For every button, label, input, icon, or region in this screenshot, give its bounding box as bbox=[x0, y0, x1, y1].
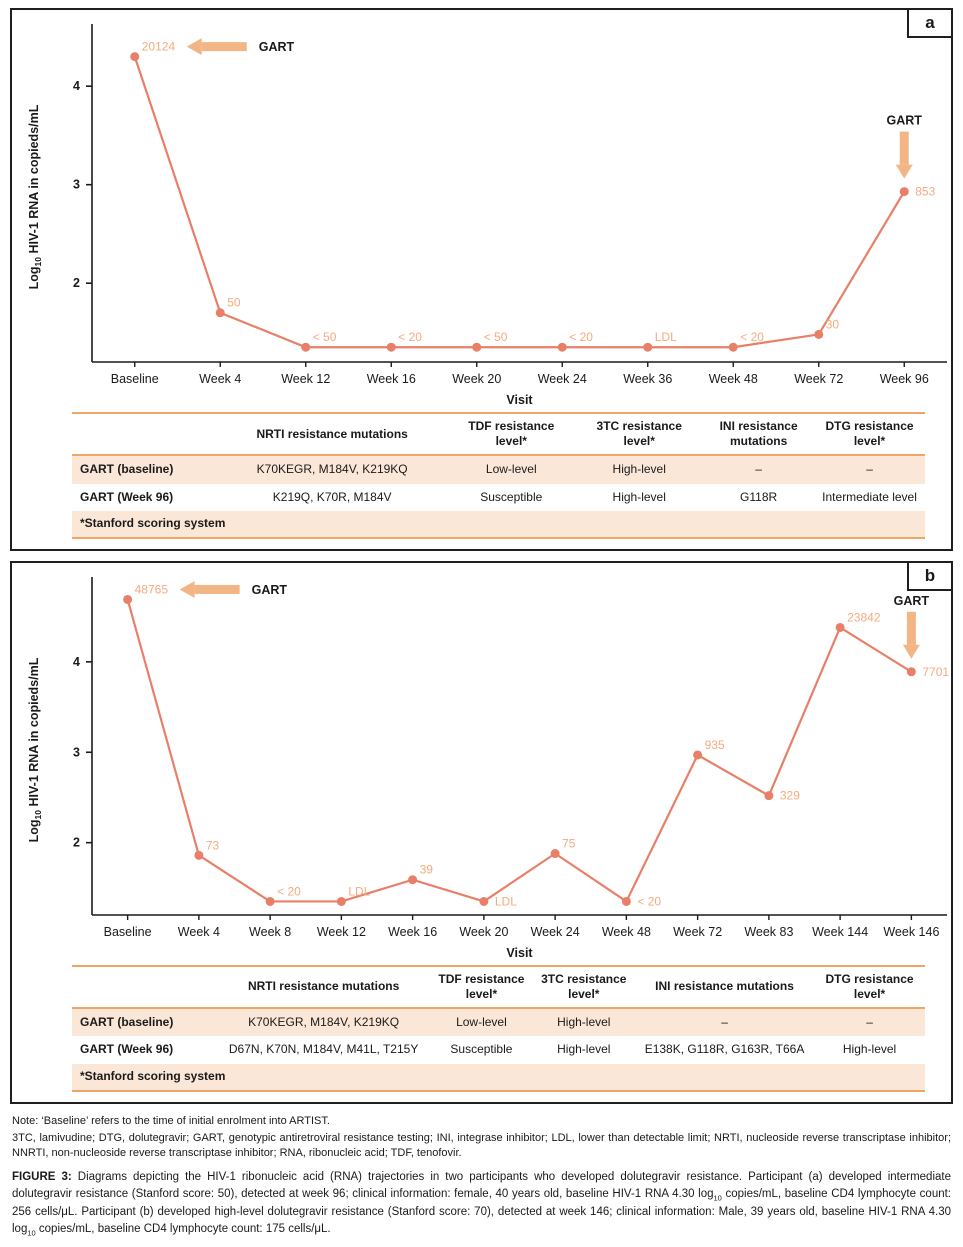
table-row bbox=[72, 1008, 925, 1037]
caption-text: copies/mL, baseline CD4 lymphocyte count: 175 cells/μL. bbox=[35, 1222, 331, 1235]
table-header-cell: DTG resistance level* bbox=[825, 419, 914, 448]
caption-text: copies/mL, baseline CD4 lymphocyte count: 256 cells/μL. Participant (b) developed high-level dolutegravir resistance (Stanford score: 70), detected at week 146; clinical information: Male, 39 years old, baseline HIV-1 RNA 4.30 log bbox=[12, 1187, 951, 1235]
point-label: < 20 bbox=[636, 894, 661, 909]
table-footnote-row bbox=[72, 511, 925, 538]
point-label: 39 bbox=[419, 862, 433, 877]
table-cell: GART (Week 96) bbox=[80, 489, 174, 504]
gart-annotation-label: GART bbox=[251, 582, 287, 597]
data-point bbox=[123, 595, 132, 604]
table-cell: – bbox=[755, 462, 762, 476]
data-point bbox=[301, 343, 310, 352]
table-cell: K70KEGR, M184V, K219KQ bbox=[248, 1014, 400, 1029]
x-tick-label: Week 144 bbox=[811, 924, 868, 939]
y-tick-label: 2 bbox=[72, 276, 80, 291]
table-header-cell: NRTI resistance mutations bbox=[247, 979, 400, 994]
x-tick-label: Week 72 bbox=[672, 924, 722, 939]
table-cell: High-level bbox=[557, 1014, 611, 1029]
data-point bbox=[906, 667, 915, 676]
point-label: 75 bbox=[561, 836, 575, 851]
x-tick-label: Week 20 bbox=[458, 924, 508, 939]
table-footnote: *Stanford scoring system bbox=[72, 511, 925, 538]
y-axis-title: Log$_{10}$ HIV-1 RNA in copieds/mL bbox=[26, 657, 43, 843]
table-cell: – bbox=[721, 1014, 728, 1029]
x-tick-label: Week 72 bbox=[793, 372, 843, 386]
x-tick-label: Week 83 bbox=[743, 924, 793, 939]
point-label: LDL bbox=[494, 894, 517, 909]
data-point bbox=[814, 330, 823, 339]
gart-annotation-label: GART bbox=[893, 593, 929, 608]
panel-b-label: b bbox=[907, 563, 951, 591]
x-tick-label: Week 48 bbox=[601, 924, 651, 939]
table-cell: – bbox=[866, 1014, 873, 1029]
panel-a-label: a bbox=[907, 10, 951, 38]
note-baseline: Note: ‘Baseline’ refers to the time of initial enrolment into ARTIST. bbox=[12, 1114, 330, 1127]
point-label: LDL bbox=[654, 330, 677, 345]
data-point bbox=[472, 343, 481, 352]
x-tick-label: Week 16 bbox=[387, 924, 437, 939]
data-point bbox=[130, 52, 139, 61]
data-point bbox=[215, 308, 224, 317]
table-header-cell: 3TC resistance level* bbox=[541, 971, 627, 1001]
table-row bbox=[72, 455, 925, 484]
table-header-cell: INI resistance mutations bbox=[719, 419, 798, 448]
data-point bbox=[386, 343, 395, 352]
point-label: LDL bbox=[347, 884, 370, 899]
figure-caption bbox=[12, 1169, 951, 1239]
caption-subscript: 10 bbox=[27, 1227, 36, 1237]
x-axis-title: Visit bbox=[505, 393, 533, 407]
data-point bbox=[693, 750, 702, 759]
table-header-cell: DTG resistance level* bbox=[825, 971, 914, 1001]
y-tick-label: 4 bbox=[72, 79, 80, 94]
x-tick-label: Week 24 bbox=[537, 372, 587, 386]
point-label: 7701 bbox=[921, 664, 949, 679]
figure-notes bbox=[12, 1114, 951, 1239]
point-label: < 50 bbox=[312, 330, 336, 345]
table-row bbox=[72, 1036, 925, 1064]
caption-text: Diagrams depicting the HIV-1 ribonucleic acid (RNA) trajectories in two participants who developed dolutegravir resistance. Participant (a) developed intermediate dolutegravir resistance (Stanford score: 50), detected at week 96; clinical information: female, 40 years old, baseline HIV-1 RNA 4.30 log bbox=[12, 1171, 951, 1200]
table-cell: GART (baseline) bbox=[80, 462, 174, 476]
table-cell: GART (Week 96) bbox=[80, 1042, 174, 1057]
table-footnote: *Stanford scoring system bbox=[72, 1064, 925, 1091]
gart-annotation-label: GART bbox=[258, 40, 294, 55]
table-cell: Low-level bbox=[456, 1014, 507, 1029]
table-header-cell: INI resistance mutations bbox=[655, 979, 794, 994]
x-tick-label: Week 8 bbox=[248, 924, 291, 939]
gart-left-arrow-tail bbox=[194, 585, 239, 594]
point-label: < 50 bbox=[483, 330, 507, 345]
x-tick-label: Week 12 bbox=[280, 372, 330, 386]
y-tick-label: 3 bbox=[72, 177, 80, 192]
gart-down-arrow-tail bbox=[906, 612, 915, 645]
chart-participant-a bbox=[14, 14, 950, 412]
data-point bbox=[835, 623, 844, 632]
y-tick-label: 3 bbox=[72, 745, 80, 760]
data-point bbox=[550, 849, 559, 858]
table-cell: – bbox=[866, 462, 873, 476]
x-axis-title: Visit bbox=[505, 945, 533, 960]
table-header-cell: TDF resistance level* bbox=[468, 419, 555, 448]
point-label: 853 bbox=[914, 184, 935, 199]
data-point bbox=[479, 897, 488, 906]
data-point bbox=[265, 897, 274, 906]
point-label: 329 bbox=[779, 788, 800, 803]
table-cell: High-level bbox=[612, 462, 666, 476]
table-cell: G118R bbox=[740, 489, 778, 504]
point-label: < 20 bbox=[276, 884, 301, 899]
point-label: 20124 bbox=[141, 39, 175, 54]
caption-subscript: 10 bbox=[713, 1193, 722, 1203]
point-label: < 20 bbox=[739, 330, 764, 345]
table-header-cell bbox=[72, 413, 217, 455]
data-point bbox=[764, 791, 773, 800]
x-tick-label: Week 4 bbox=[177, 924, 220, 939]
data-point bbox=[643, 343, 652, 352]
chart-participant-b bbox=[14, 567, 950, 965]
table-header-cell: TDF resistance level* bbox=[438, 971, 525, 1001]
data-point bbox=[899, 187, 908, 196]
point-label: 50 bbox=[226, 295, 241, 310]
x-tick-label: Week 96 bbox=[879, 372, 929, 386]
table-cell: Susceptible bbox=[480, 489, 543, 504]
table-footnote-row bbox=[72, 1064, 925, 1091]
table-header-cell: NRTI resistance mutations bbox=[256, 426, 408, 441]
point-label: 48765 bbox=[134, 582, 168, 597]
x-tick-label: Baseline bbox=[110, 372, 159, 386]
resistance-table-a bbox=[72, 412, 925, 539]
gart-left-arrow-icon bbox=[186, 38, 201, 55]
panel-b bbox=[10, 561, 953, 1104]
data-point bbox=[621, 897, 630, 906]
table-cell: Intermediate level bbox=[822, 489, 917, 504]
panel-a bbox=[10, 8, 953, 551]
point-label: < 20 bbox=[568, 330, 593, 345]
point-label: 30 bbox=[825, 317, 839, 332]
table-header-cell bbox=[72, 966, 217, 1008]
data-point bbox=[728, 343, 737, 352]
caption-figure-number: FIGURE 3: bbox=[12, 1171, 72, 1184]
gart-down-arrow-icon bbox=[902, 645, 919, 659]
table-cell: High-level bbox=[557, 1042, 611, 1057]
gart-left-arrow-tail bbox=[201, 42, 246, 51]
y-tick-label: 4 bbox=[72, 654, 80, 669]
table-cell: High-level bbox=[842, 1042, 897, 1057]
x-tick-label: Week 146 bbox=[882, 924, 939, 939]
resistance-table-b bbox=[72, 965, 925, 1092]
point-label: < 20 bbox=[397, 330, 422, 345]
table-cell: D67N, K70N, M184V, M41L, T215Y bbox=[228, 1042, 419, 1057]
table-row bbox=[72, 484, 925, 512]
x-tick-label: Week 20 bbox=[451, 372, 501, 386]
point-label: 73 bbox=[205, 838, 219, 853]
series-line bbox=[127, 599, 911, 901]
y-axis-title: Log$_{10}$ HIV-1 RNA in copieds/mL bbox=[26, 104, 43, 290]
table-cell: High-level bbox=[612, 489, 666, 504]
x-tick-label: Week 36 bbox=[622, 372, 672, 386]
x-tick-label: Week 12 bbox=[316, 924, 366, 939]
table-cell: Susceptible bbox=[450, 1042, 513, 1057]
gart-down-arrow-tail bbox=[899, 132, 908, 165]
y-tick-label: 2 bbox=[72, 835, 80, 850]
table-cell: Low-level bbox=[485, 462, 537, 476]
table-cell: GART (baseline) bbox=[80, 1014, 174, 1029]
gart-left-arrow-icon bbox=[179, 581, 194, 598]
data-point bbox=[408, 875, 417, 884]
gart-annotation-label: GART bbox=[886, 113, 922, 128]
point-label: 935 bbox=[704, 737, 725, 752]
x-tick-label: Week 4 bbox=[198, 372, 241, 386]
table-cell: K70KEGR, M184V, K219KQ bbox=[256, 462, 408, 476]
x-tick-label: Week 16 bbox=[366, 372, 416, 386]
table-header-cell: 3TC resistance level* bbox=[596, 419, 682, 448]
x-tick-label: Week 48 bbox=[708, 372, 758, 386]
table-cell: K219Q, K70R, M184V bbox=[272, 489, 392, 504]
point-label: 23842 bbox=[846, 610, 880, 625]
series-line bbox=[134, 57, 904, 348]
x-tick-label: Week 24 bbox=[530, 924, 580, 939]
data-point bbox=[336, 897, 345, 906]
gart-down-arrow-icon bbox=[895, 165, 912, 179]
x-tick-label: Baseline bbox=[103, 924, 152, 939]
note-abbreviations: 3TC, lamivudine; DTG, dolutegravir; GART, genotypic antiretroviral resistance testing; INI, integrase inhibitor; LDL, lower than detectable limit; NRTI, nucleoside reverse transcriptase inhibitor; NNRTI, non-nucleoside reverse transcriptase inhibitor; RNA, ribonucleic acid; TDF, tenofovir. bbox=[12, 1132, 951, 1160]
data-point bbox=[557, 343, 566, 352]
table-cell: E138K, G118R, G163R, T66A bbox=[644, 1042, 805, 1057]
data-point bbox=[194, 851, 203, 860]
